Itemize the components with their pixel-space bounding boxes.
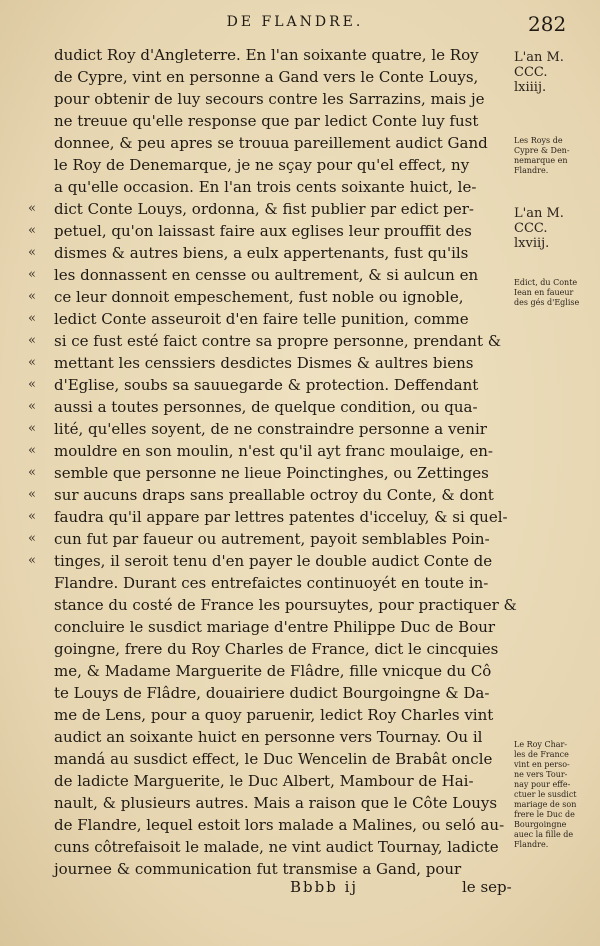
line-text: ledict Conte asseuroit d'en faire telle punition, comme bbox=[54, 310, 469, 328]
line-text: semble que personne ne lieue Poinctinghes, ou Zettinges bbox=[54, 464, 489, 482]
line-text: mettant les censsiers desdictes Dismes & aultres biens bbox=[54, 354, 474, 372]
body-text bbox=[28, 44, 517, 880]
line-text: mandá au susdict effect, le Duc Wencelin de Brabât oncle bbox=[54, 750, 493, 768]
quotation-mark: « bbox=[28, 289, 36, 304]
running-head: DE FLANDRE. bbox=[226, 14, 364, 30]
text-line bbox=[28, 440, 514, 462]
margin-note-line: nemarque en bbox=[514, 156, 568, 165]
quotation-mark: « bbox=[28, 245, 36, 260]
line-text: sur aucuns draps sans preallable octroy du Conte, & dont bbox=[54, 486, 494, 504]
text-line bbox=[54, 154, 514, 176]
line-text: te Louys de Flâdre, douairiere dudict Bourgoingne & Da- bbox=[54, 684, 490, 702]
text-line bbox=[54, 682, 514, 704]
quotation-mark: « bbox=[28, 487, 36, 502]
text-line bbox=[28, 528, 514, 550]
line-text: les donnassent en censse ou aultrement, & si aulcun en bbox=[54, 266, 479, 284]
line-text: a qu'elle occasion. En l'an trois cents soixante huict, le- bbox=[54, 178, 477, 196]
quotation-mark: « bbox=[28, 355, 36, 370]
margin-note-line: Cypre & Den- bbox=[514, 146, 570, 155]
text-line bbox=[54, 572, 514, 594]
line-text: ce leur donnoit empeschement, fust noble ou ignoble, bbox=[54, 288, 464, 306]
line-text: cun fut par faueur ou autrement, payoit semblables Poin- bbox=[54, 530, 490, 548]
quotation-mark: « bbox=[28, 421, 36, 436]
line-text: petuel, qu'on laissast faire aux eglises leur prouffit des bbox=[54, 222, 472, 240]
margin-note bbox=[514, 278, 596, 308]
line-text: lité, qu'elles soyent, de ne constraindre personne a venir bbox=[54, 420, 487, 438]
text-line bbox=[28, 550, 514, 572]
quotation-mark: « bbox=[28, 531, 36, 546]
margin-note-line: Bourgoingne bbox=[514, 820, 567, 829]
line-text: journee & communication fut transmise a Gand, pour bbox=[54, 860, 462, 878]
margin-note-line: lxviij. bbox=[514, 236, 550, 251]
line-text: cuns côtrefaisoit le malade, ne vint audict Tournay, ladicte bbox=[54, 838, 499, 856]
quotation-mark: « bbox=[28, 553, 36, 568]
text-line bbox=[28, 396, 514, 418]
text-line bbox=[54, 132, 514, 154]
text-line bbox=[28, 264, 514, 286]
text-line bbox=[54, 770, 514, 792]
margin-note-line: ctuer le susdict bbox=[514, 790, 577, 799]
text-line bbox=[28, 506, 514, 528]
text-line bbox=[54, 638, 514, 660]
line-text: le Roy de Denemarque, je ne sçay pour qu'el effect, ny bbox=[54, 156, 470, 174]
text-line bbox=[54, 814, 514, 836]
line-text: si ce fust esté faict contre sa propre personne, prendant & bbox=[54, 332, 502, 350]
margin-note bbox=[514, 206, 596, 251]
margin-note-line: Les Roys de bbox=[514, 136, 563, 145]
line-text: de ladicte Marguerite, le Duc Albert, Mambour de Hai- bbox=[54, 772, 474, 790]
text-line bbox=[54, 660, 514, 682]
line-text: faudra qu'il appare par lettres patentes d'icceluy, & si quel- bbox=[54, 508, 508, 526]
line-text: de Flandre, lequel estoit lors malade a Malines, ou seló au- bbox=[54, 816, 505, 834]
margin-note-line: des gés d'Eglise bbox=[514, 298, 580, 307]
line-text: aussi a toutes personnes, de quelque condition, ou qua- bbox=[54, 398, 478, 416]
quotation-mark: « bbox=[28, 201, 36, 216]
text-line bbox=[54, 858, 514, 880]
text-line bbox=[54, 792, 514, 814]
line-text: pour obtenir de luy secours contre les Sarrazins, mais je bbox=[54, 90, 485, 108]
quotation-mark: « bbox=[28, 399, 36, 414]
margin-note-line: ne vers Tour- bbox=[514, 770, 568, 779]
line-text: dismes & autres biens, a eulx appertenants, fust qu'ils bbox=[54, 244, 469, 262]
line-text: dudict Roy d'Angleterre. En l'an soixante quatre, le Roy bbox=[54, 46, 479, 64]
line-text: concluire le susdict mariage d'entre Philippe Duc de Bour bbox=[54, 618, 496, 636]
text-line bbox=[54, 704, 514, 726]
line-text: d'Eglise, soubs sa sauuegarde & protection. Deffendant bbox=[54, 376, 479, 394]
catchword: le sep- bbox=[462, 878, 512, 896]
text-line bbox=[28, 462, 514, 484]
margin-note-line: Edict, du Conte bbox=[514, 278, 578, 287]
text-line bbox=[28, 352, 514, 374]
margin-note bbox=[514, 740, 596, 850]
line-text: dict Conte Louys, ordonna, & fist publier par edict per- bbox=[54, 200, 474, 218]
text-line bbox=[54, 66, 514, 88]
text-line bbox=[54, 594, 517, 616]
text-line bbox=[28, 374, 514, 396]
margin-note-line: Le Roy Char- bbox=[514, 740, 568, 749]
quotation-mark: « bbox=[28, 377, 36, 392]
text-line bbox=[28, 242, 514, 264]
text-line bbox=[54, 176, 514, 198]
text-line bbox=[54, 88, 514, 110]
quotation-mark: « bbox=[28, 223, 36, 238]
margin-note-line: vint en perso- bbox=[514, 760, 570, 769]
text-line bbox=[28, 308, 514, 330]
signature-mark: Bbbb ij bbox=[290, 878, 359, 896]
line-text: me, & Madame Marguerite de Flâdre, fille vnicque du Cô bbox=[54, 662, 492, 680]
margin-note-line: Flandre. bbox=[514, 166, 549, 175]
text-line bbox=[28, 198, 514, 220]
line-text: goingne, frere du Roy Charles de France, dict le cincquies bbox=[54, 640, 499, 658]
margin-note-line: frere le Duc de bbox=[514, 810, 575, 819]
text-line bbox=[28, 418, 514, 440]
text-line bbox=[28, 330, 514, 352]
quotation-mark: « bbox=[28, 333, 36, 348]
text-line bbox=[28, 220, 514, 242]
text-line bbox=[54, 726, 514, 748]
margin-note-line: L'an M. bbox=[514, 206, 564, 221]
margin-note-line: les de France bbox=[514, 750, 569, 759]
text-line bbox=[28, 286, 514, 308]
line-text: me de Lens, pour a quoy paruenir, ledict Roy Charles vint bbox=[54, 706, 494, 724]
margin-note-line: Flandre. bbox=[514, 840, 549, 849]
margin-note bbox=[514, 50, 596, 95]
margin-note-line: auec la fille de bbox=[514, 830, 574, 839]
margin-note-line: CCC. bbox=[514, 65, 548, 80]
line-text: nault, & plusieurs autres. Mais a raison que le Côte Louys bbox=[54, 794, 498, 812]
margin-note-line: CCC. bbox=[514, 221, 548, 236]
line-text: de Cypre, vint en personne a Gand vers le Conte Louys, bbox=[54, 68, 479, 86]
margin-note-line: Iean en faueur bbox=[514, 288, 574, 297]
text-line bbox=[54, 836, 514, 858]
line-text: tinges, il seroit tenu d'en payer le double audict Conte de bbox=[54, 552, 493, 570]
margin-note-line: lxiiij. bbox=[514, 80, 547, 95]
text-line bbox=[28, 484, 514, 506]
text-line bbox=[54, 748, 514, 770]
quotation-mark: « bbox=[28, 267, 36, 282]
margin-note-line: L'an M. bbox=[514, 50, 564, 65]
text-line bbox=[54, 616, 514, 638]
quotation-mark: « bbox=[28, 443, 36, 458]
line-text: stance du costé de France les poursuytes, pour practiquer & bbox=[54, 596, 517, 614]
line-text: ne treuue qu'elle response que par ledict Conte luy fust bbox=[54, 112, 479, 130]
margin-note bbox=[514, 136, 596, 176]
page-number: 282 bbox=[528, 12, 567, 36]
quotation-mark: « bbox=[28, 509, 36, 524]
quotation-mark: « bbox=[28, 465, 36, 480]
line-text: donnee, & peu apres se trouua pareillement audict Gand bbox=[54, 134, 488, 152]
quotation-mark: « bbox=[28, 311, 36, 326]
margin-note-line: nay pour effe- bbox=[514, 780, 571, 789]
line-text: mouldre en son moulin, n'est qu'il ayt franc moulaige, en- bbox=[54, 442, 493, 460]
text-line bbox=[54, 110, 514, 132]
margin-note-line: mariage de son bbox=[514, 800, 577, 809]
line-text: audict an soixante huict en personne vers Tournay. Ou il bbox=[54, 728, 483, 746]
text-line bbox=[54, 44, 514, 66]
line-text: Flandre. Durant ces entrefaictes continuoyét en toute in- bbox=[54, 574, 489, 592]
